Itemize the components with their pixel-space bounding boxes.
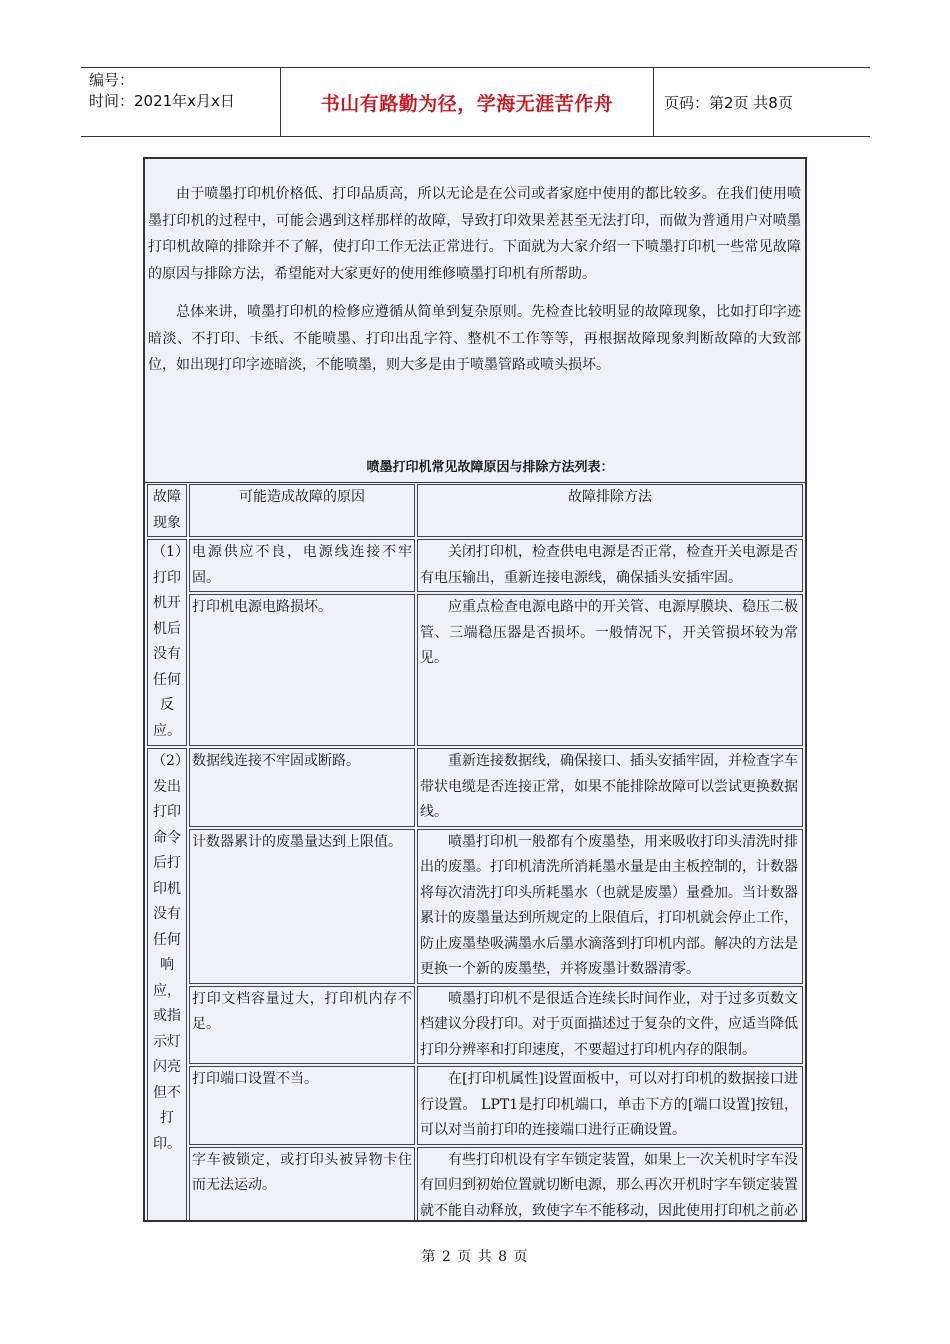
symptom-cell: （1）打印机开机后没有任何反应。 (147, 539, 187, 746)
header-motto: 书山有路勤为径，学海无涯苦作舟 (281, 68, 654, 136)
header-page-info: 页码：第2页 共8页 (664, 93, 793, 112)
header-meta (81, 68, 281, 136)
document-number-label: 编号： (89, 71, 135, 89)
fix-cell: 重新连接数据线，确保接口、插头安插牢固，并检查字车带状电缆是否连接正常，如果不能排除故障可以尝试更换数据线。 (417, 748, 803, 827)
header-fix: 故障排除方法 (417, 484, 803, 537)
cause-cell: 数据线连接不牢固或断路。 (189, 748, 415, 827)
cause-cell: 打印机电源电路损坏。 (189, 594, 415, 746)
table-row (147, 1066, 803, 1145)
header-cause: 可能造成故障的原因 (189, 484, 415, 537)
fix-cell: 喷墨打印机不是很适合连续长时间作业，对于过多页数文档建议分段打印。对于页面描述过于复杂的文件，应适当降低打印分辨率和打印速度，不要超过打印机内存的限制。 (417, 986, 803, 1065)
cause-cell: 字车被锁定，或打印头被异物卡住而无法运动。 (189, 1147, 415, 1223)
intro-section (145, 159, 805, 454)
fault-table (145, 482, 805, 1222)
content-frame (143, 157, 807, 1222)
table-row (147, 748, 803, 827)
table-row (147, 539, 803, 592)
document-header (81, 67, 870, 137)
intro-paragraph-2: 总体来讲，喷墨打印机的检修应遵循从简单到复杂原则。先检查比较明显的故障现象，比如打印字迹暗淡、不打印、卡纸、不能喷墨、打印出乱字符、整机不工作等等，再根据故障现象判断故障的大致部位，如出现打印字迹暗淡，不能喷墨，则大多是由于喷墨管路或喷头损坏。 (148, 304, 801, 373)
table-title: 喷墨打印机常见故障原因与排除方法列表： (145, 454, 805, 483)
cause-cell: 计数器累计的废墨量达到上限值。 (189, 829, 415, 984)
page-footer: 第 2 页 共 8 页 (421, 1249, 529, 1265)
intro-paragraph-1: 由于喷墨打印机价格低、打印品质高，所以无论是在公司或者家庭中使用的都比较多。在我们使用喷墨打印机的过程中，可能会遇到这样那样的故障，导致打印效果差甚至无法打印，而做为普通用户对喷墨打印机故障的排除并不了解，使打印工作无法正常进行。下面就为大家介绍一下喷墨打印机一些常见故障的原因与排除方法，希望能对大家更好的使用维修喷墨打印机有所帮助。 (148, 186, 801, 282)
table-row (147, 1147, 803, 1223)
header-symptom: 故障现象 (147, 484, 187, 537)
cause-cell: 打印端口设置不当。 (189, 1066, 415, 1145)
fix-cell: 在[打印机属性]设置面板中，可以对打印机的数据接口进行设置。 LPT1是打印机端口，单击下方的[端口设置]按钮，可以对当前打印的连接端口进行正确设置。 (417, 1066, 803, 1145)
fix-cell: 关闭打印机，检查供电电源是否正常，检查开关电源是否有电压输出，重新连接电源线，确保插头安插牢固。 (417, 539, 803, 592)
table-row (147, 594, 803, 746)
cause-cell: 打印文档容量过大，打印机内存不足。 (189, 986, 415, 1065)
fix-cell: 喷墨打印机一般都有个废墨垫，用来吸收打印头清洗时排出的废墨。打印机清洗所消耗墨水量是由主板控制的，计数器将每次清洗打印头所耗墨水（也就是废墨）量叠加。当计数器累计的废墨量达到所规定的上限值后，打印机就会停止工作，防止废墨垫吸满墨水后墨水滴落到打印机内部。解决的方法是更换一个新的废墨垫，并将废墨计数器清零。 (417, 829, 803, 984)
symptom-cell: （2）发出打印命令后打印机没有任何响应，或指示灯闪亮但不打印。 (147, 748, 187, 1222)
table-row (147, 829, 803, 984)
table-row (147, 986, 803, 1065)
document-date: 时间：2021年x月x日 (89, 92, 235, 110)
fix-cell: 有些打印机设有字车锁定装置，如果上一次关机时字车没有回归到初始位置就切断电源，那么再次开机时字车锁定装置就不能自动释放，致使字车不能移动，因此使用打印机之前必 (417, 1147, 803, 1223)
fix-cell: 应重点检查电源电路中的开关管、电源厚膜块、稳压二极管、三端稳压器是否损坏。一般情况下，开关管损坏较为常见。 (417, 594, 803, 746)
table-header-row (147, 484, 803, 537)
cause-cell: 电源供应不良，电源线连接不牢固。 (189, 539, 415, 592)
